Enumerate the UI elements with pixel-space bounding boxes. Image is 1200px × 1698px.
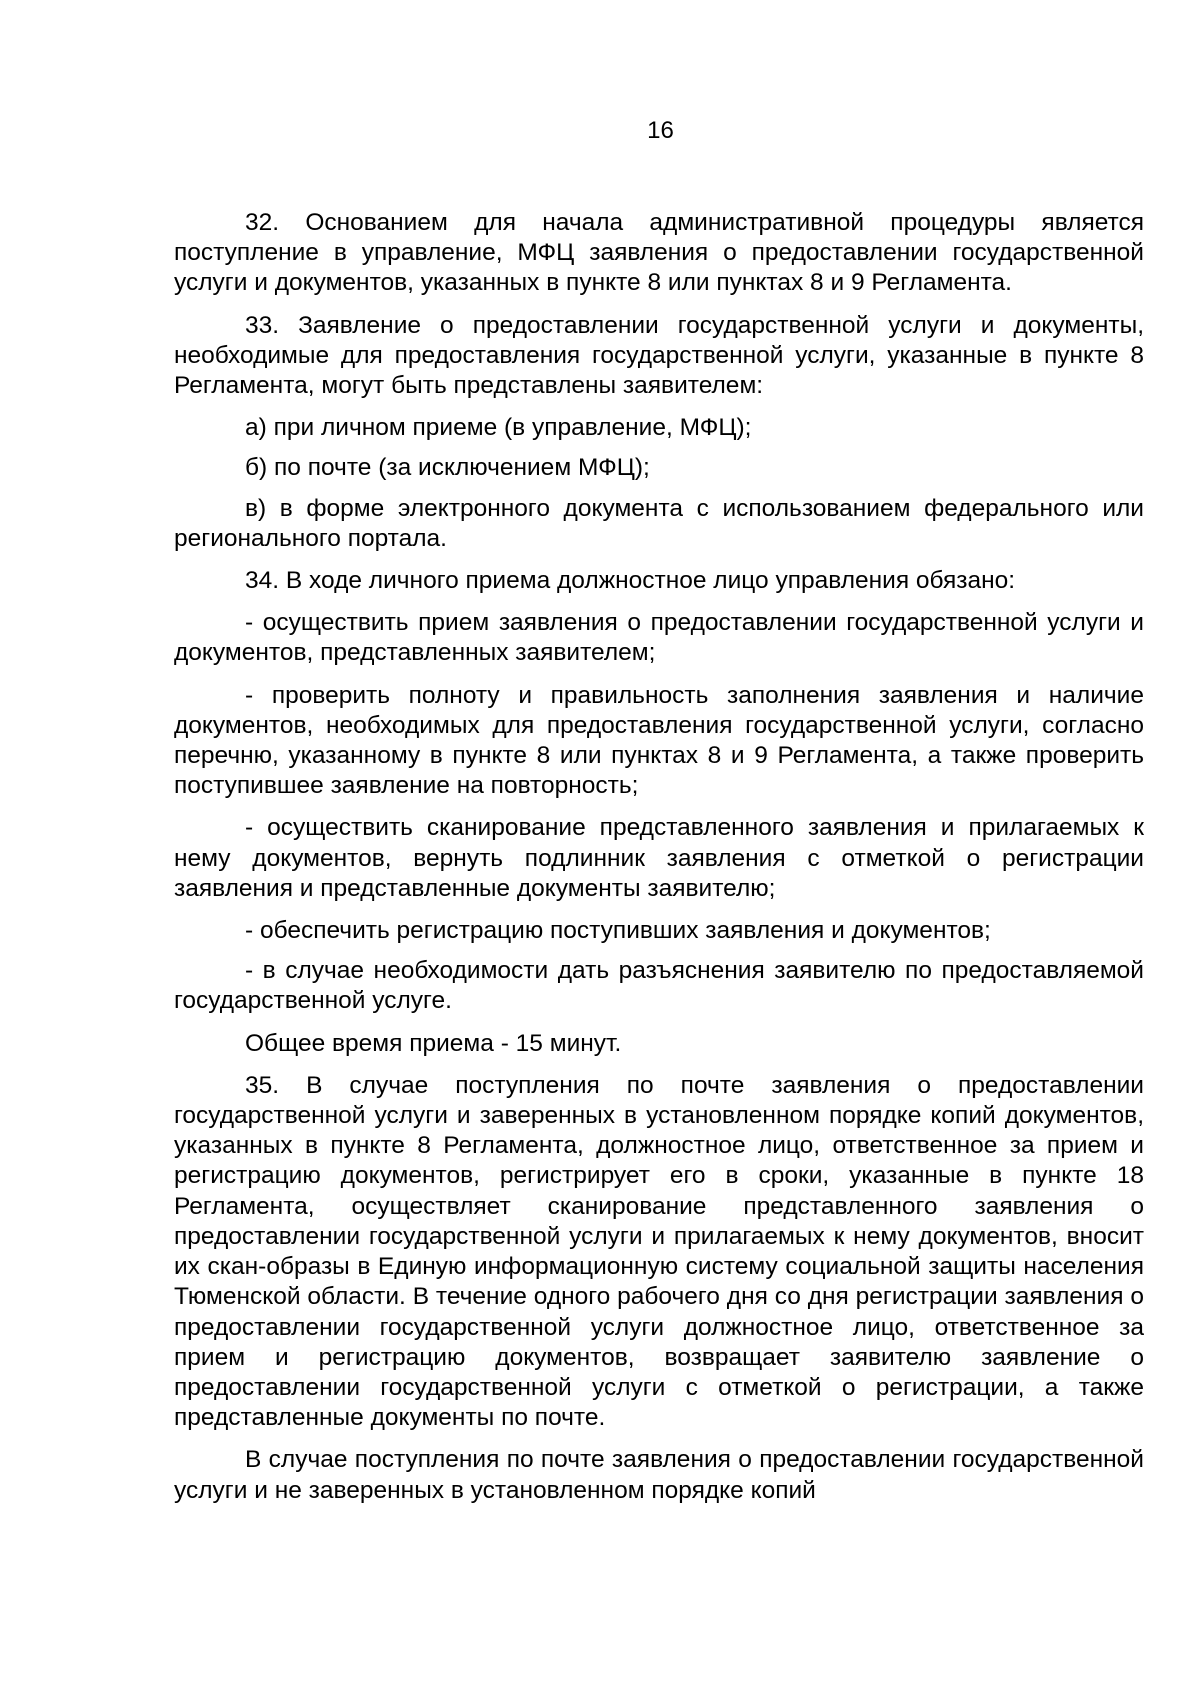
paragraph-35: 35. В случае поступления по почте заявления о предоставлении государственной услуги и заверенных в установленном порядке копий документов, указанных в пункте 8 Регламента, должностное лицо, ответственное за прием и регистрацию документов, регистрирует его в сроки, указанные в пункте 18 Регламента, осуществляет сканирование представленного заявления о предоставлении государственной услуги и прилагаемых к нему документов, вносит их скан-образы в Единую информационную систему социальной защиты населения Тюменской области. В течение одного рабочего дня со дня регистрации заявления о предоставлении государственной услуги должностное лицо, ответственное за прием и регистрацию документов, возвращает заявителю заявление о предоставлении государственной услуги с отметкой о регистрации, а также представленные документы по почте.: [174, 1071, 1144, 1432]
page-number: 16: [647, 117, 674, 144]
list-item-a: а) при личном приеме (в управление, МФЦ);: [245, 414, 752, 442]
document-body: [174, 208, 1144, 1518]
duty-item-1: - осуществить прием заявления о предоставлении государственной услуги и документов, представленных заявителем;: [174, 609, 1144, 667]
duty-item-3: - осуществить сканирование представленного заявления и прилагаемых к нему документов, вернуть подлинник заявления с отметкой о регистрации заявления и представленные документы заявителю;: [174, 814, 1144, 902]
paragraph-34: 34. В ходе личного приема должностное лицо управления обязано:: [245, 567, 1016, 595]
list-item-v: в) в форме электронного документа с использованием федерального или регионального портала.: [174, 494, 1144, 552]
duty-item-4: - обеспечить регистрацию поступивших заявления и документов;: [245, 917, 991, 945]
list-item-b: б) по почте (за исключением МФЦ);: [245, 454, 650, 482]
reception-time: Общее время приема - 15 минут.: [245, 1029, 622, 1057]
paragraph-33: 33. Заявление о предоставлении государственной услуги и документы, необходимые для предоставления государственной услуги, указанные в пункте 8 Регламента, могут быть представлены заявителем:: [174, 311, 1144, 400]
paragraph-35-continued: В случае поступления по почте заявления о предоставлении государственной услуги и не заверенных в установленном порядке копий: [174, 1446, 1144, 1504]
duty-item-2: - проверить полноту и правильность заполнения заявления и наличие документов, необходимых для предоставления государственной услуги, согласно перечню, указанному в пункте 8 или пунктах 8 и 9 Регламента, а также проверить поступившее заявление на повторность;: [174, 681, 1144, 800]
paragraph-32: 32. Основанием для начала административной процедуры является поступление в управление, МФЦ заявления о предоставлении государственной услуги и документов, указанных в пункте 8 или пунктах 8 и 9 Регламента.: [174, 209, 1144, 297]
duty-item-5: - в случае необходимости дать разъяснения заявителю по предоставляемой государственной услуге.: [174, 957, 1144, 1015]
